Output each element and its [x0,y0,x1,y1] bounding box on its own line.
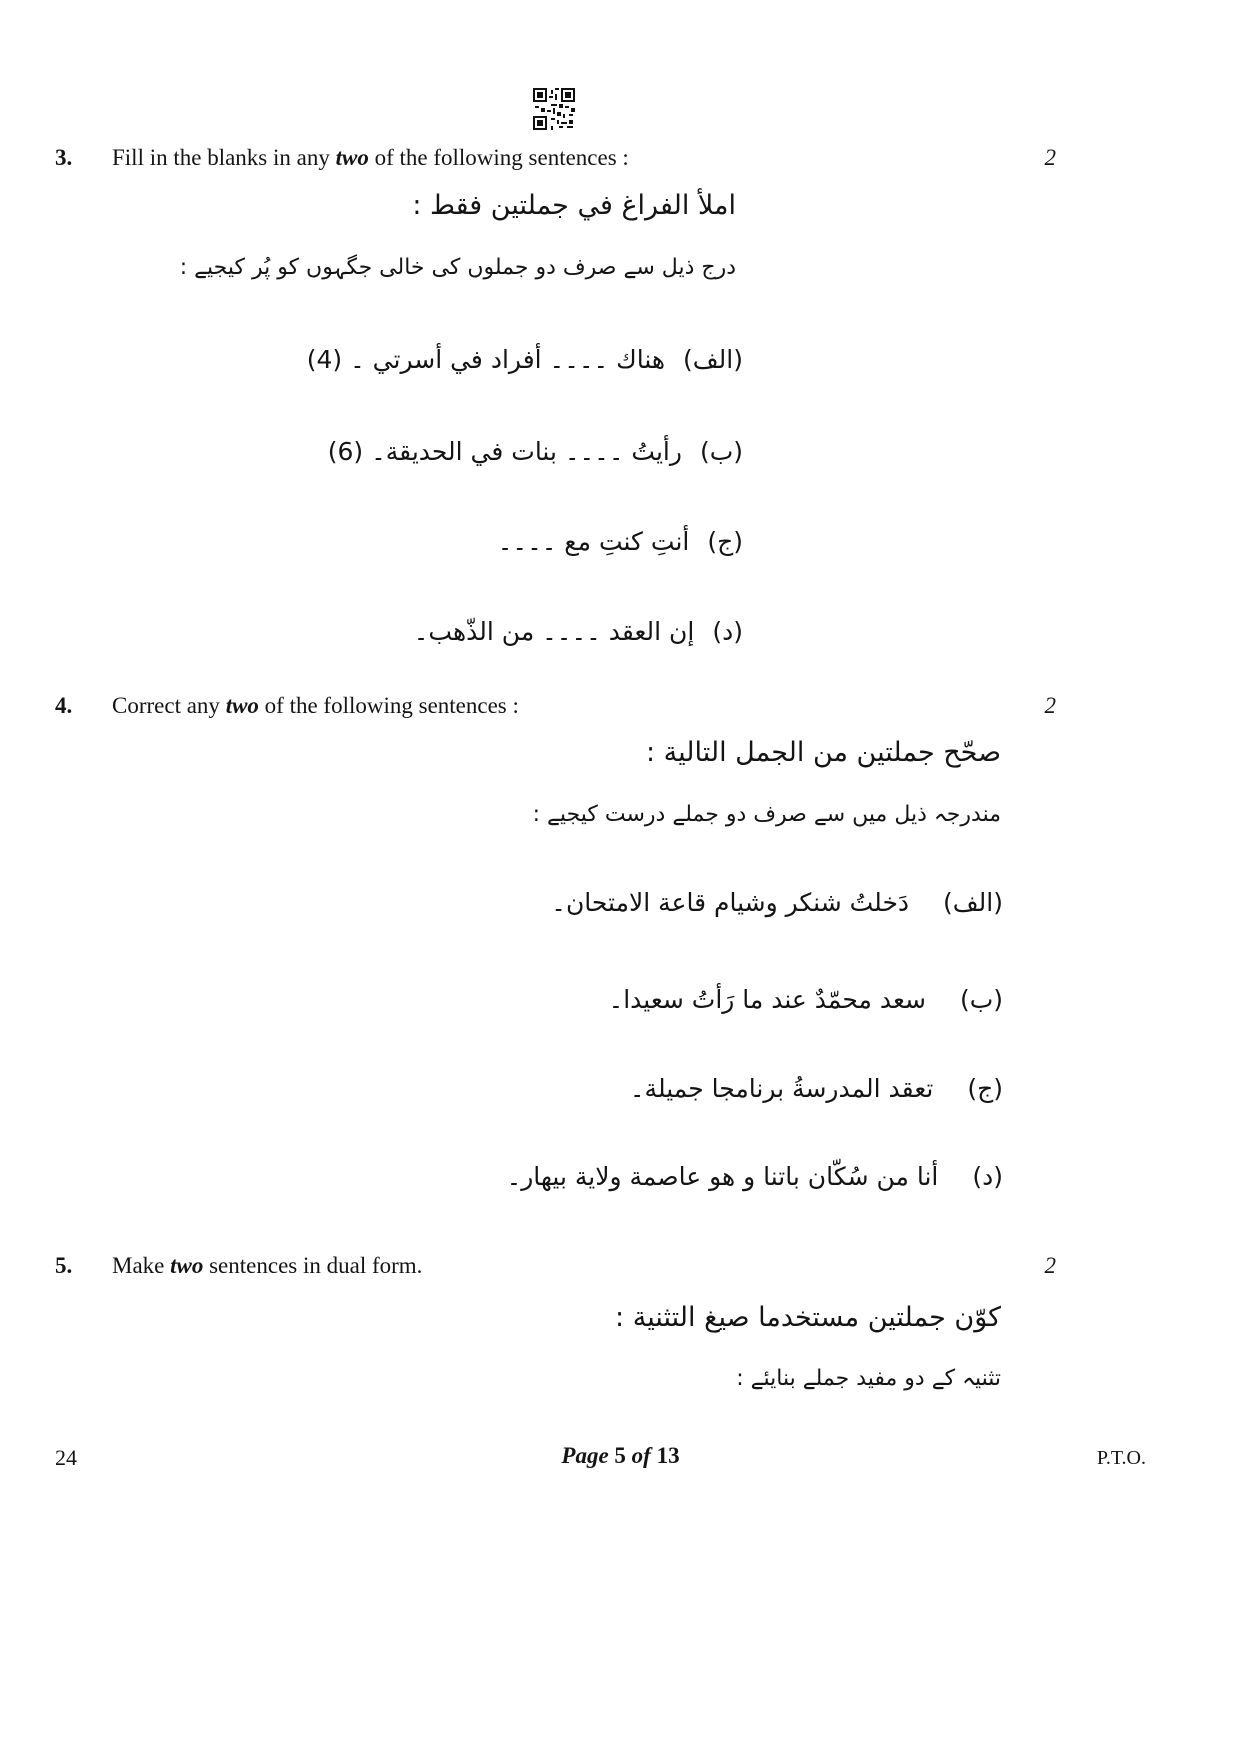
item-label: (ب) [699,437,743,466]
q3-item-ba [328,437,743,466]
keyword-two: two [225,693,259,718]
item-text: أنا من سُكّان باتنا و هو عاصمة ولاية بيهار۔ [506,1162,939,1191]
keyword-two: two [335,145,369,170]
item-label: (الف) [943,888,1003,917]
question-number: 5. [55,1253,73,1278]
question-number: 4. [55,693,73,718]
q3-urdu-heading: درج ذیل سے صرف دو جملوں کی خالی جگہوں کو پُر کیجیے : [179,255,736,280]
q4-item-dal [507,1162,1003,1191]
item-label: (د) [712,617,743,646]
footer-paper-code: 24 [55,1445,77,1470]
item-label: (ب) [959,985,1003,1014]
q3-item-jim [498,527,743,556]
marks-value: 2 [1044,693,1056,718]
question-number: 3. [55,145,73,170]
q4-item-ba [609,985,1003,1014]
question-text: Fill in the blanks in any two of the following sentences : [112,145,629,170]
item-text: رأيتُ ۔۔۔۔ بنات في الحديقة۔ (6) [327,437,682,466]
item-text: سعد محمّدٌ عند ما رَأتُ سعيدا۔ [608,985,926,1014]
marks-value: 2 [1044,1253,1056,1278]
footer-page-indicator: Page 5 of 13 [561,1443,680,1468]
item-label: (الف) [683,345,743,374]
item-text: أنتِ كنتِ مع ۔۔۔۔ [497,527,690,556]
item-text: إن العقد ۔۔۔۔ من الذّهب۔ [413,617,695,646]
item-label: (د) [972,1162,1003,1191]
item-label: (ج) [707,527,743,556]
question-text: Correct any two of the following sentences : [112,693,519,718]
item-text: دَخلتُ شنكر وشيام قاعة الامتحان۔ [551,888,910,917]
q3-arabic-heading: املأ الفراغ في جملتين فقط : [412,190,736,221]
q4-item-alif [551,888,1003,917]
footer-pto: P.T.O. [1096,1447,1146,1469]
item-label: (ج) [967,1074,1003,1103]
item-text: تعقد المدرسةُ برنامجا جميلة۔ [629,1074,934,1103]
qr-code [533,88,575,130]
question-text: Make two sentences in dual form. [112,1253,423,1278]
question-4-row [55,693,1056,719]
q3-item-dal [414,617,743,646]
marks-value: 2 [1044,145,1056,170]
q4-urdu-heading: مندرجہ ذیل میں سے صرف دو جملے درست کیجیے : [532,802,1001,827]
question-3-row [55,145,1056,171]
q5-arabic-heading: كوّن جملتين مستخدما صيغ التثنية : [615,1302,1001,1333]
item-text: هناك ۔۔۔۔ أفراد في أسرتي ۔ (4) [306,345,666,374]
question-5-row [55,1253,1056,1279]
q4-item-jim [630,1074,1003,1103]
q4-arabic-heading: صحّح جملتين من الجمل التالية : [645,737,1001,768]
q5-urdu-heading: تثنیہ کے دو مفید جملے بنایئے : [736,1366,1001,1391]
keyword-two: two [170,1253,204,1278]
q3-item-alif [307,345,743,374]
